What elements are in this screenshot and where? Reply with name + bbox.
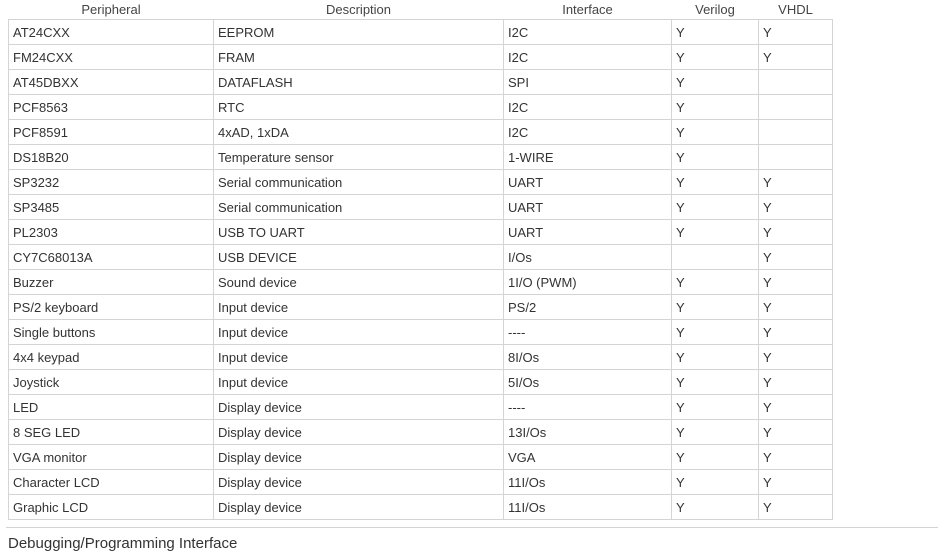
cell-description: 4xAD, 1xDA xyxy=(214,120,504,145)
cell-vhdl: Y xyxy=(759,270,833,295)
table-row xyxy=(9,445,833,470)
cell-verilog: Y xyxy=(672,220,759,245)
cell-peripheral: PL2303 xyxy=(9,220,214,245)
cell-interface: I2C xyxy=(504,120,672,145)
cell-verilog: Y xyxy=(672,445,759,470)
cell-description: Display device xyxy=(214,420,504,445)
cell-vhdl: Y xyxy=(759,220,833,245)
cell-description: Sound device xyxy=(214,270,504,295)
cell-verilog: Y xyxy=(672,295,759,320)
peripheral-table-container xyxy=(8,0,833,520)
table-row xyxy=(9,295,833,320)
cell-verilog: Y xyxy=(672,170,759,195)
cell-vhdl xyxy=(759,70,833,95)
cell-interface: 13I/Os xyxy=(504,420,672,445)
cell-vhdl: Y xyxy=(759,495,833,520)
cell-description: Input device xyxy=(214,295,504,320)
cell-vhdl: Y xyxy=(759,295,833,320)
header-row xyxy=(9,0,833,20)
cell-interface: ---- xyxy=(504,320,672,345)
cell-peripheral: CY7C68013A xyxy=(9,245,214,270)
cell-vhdl: Y xyxy=(759,170,833,195)
section-heading: Debugging/Programming Interface xyxy=(8,535,238,552)
cell-interface: 1-WIRE xyxy=(504,145,672,170)
table-row xyxy=(9,70,833,95)
table-row xyxy=(9,45,833,70)
cell-peripheral: Buzzer xyxy=(9,270,214,295)
cell-interface: UART xyxy=(504,170,672,195)
cell-vhdl: Y xyxy=(759,345,833,370)
cell-peripheral: Character LCD xyxy=(9,470,214,495)
cell-peripheral: FM24CXX xyxy=(9,45,214,70)
cell-interface: ---- xyxy=(504,395,672,420)
table-row xyxy=(9,395,833,420)
cell-description: USB TO UART xyxy=(214,220,504,245)
cell-peripheral: SP3485 xyxy=(9,195,214,220)
header-interface: Interface xyxy=(562,2,613,17)
cell-peripheral: PCF8563 xyxy=(9,95,214,120)
cell-peripheral: SP3232 xyxy=(9,170,214,195)
cell-verilog: Y xyxy=(672,420,759,445)
table-row xyxy=(9,170,833,195)
table-row xyxy=(9,270,833,295)
cell-verilog: Y xyxy=(672,270,759,295)
cell-verilog xyxy=(672,245,759,270)
table-body xyxy=(9,20,833,520)
header-peripheral: Peripheral xyxy=(81,2,141,17)
table-row xyxy=(9,120,833,145)
cell-interface: 8I/Os xyxy=(504,345,672,370)
cell-interface: 5I/Os xyxy=(504,370,672,395)
cell-peripheral: 8 SEG LED xyxy=(9,420,214,445)
cell-interface: PS/2 xyxy=(504,295,672,320)
cell-interface: I2C xyxy=(504,45,672,70)
cell-peripheral: LED xyxy=(9,395,214,420)
cell-interface: 11I/Os xyxy=(504,495,672,520)
cell-vhdl xyxy=(759,95,833,120)
cell-interface: SPI xyxy=(504,70,672,95)
cell-description: Serial communication xyxy=(214,195,504,220)
cell-interface: I/Os xyxy=(504,245,672,270)
table-row xyxy=(9,495,833,520)
cell-description: Input device xyxy=(214,320,504,345)
cell-vhdl: Y xyxy=(759,420,833,445)
cell-interface: I2C xyxy=(504,20,672,45)
cell-peripheral: VGA monitor xyxy=(9,445,214,470)
cell-peripheral: Graphic LCD xyxy=(9,495,214,520)
cell-description: Serial communication xyxy=(214,170,504,195)
cell-description: FRAM xyxy=(214,45,504,70)
cell-description: Display device xyxy=(214,445,504,470)
cell-verilog: Y xyxy=(672,195,759,220)
cell-vhdl: Y xyxy=(759,445,833,470)
table-row xyxy=(9,345,833,370)
header-vhdl: VHDL xyxy=(778,2,813,17)
cell-peripheral: AT24CXX xyxy=(9,20,214,45)
table-row xyxy=(9,95,833,120)
cell-verilog: Y xyxy=(672,395,759,420)
cell-verilog: Y xyxy=(672,145,759,170)
header-verilog: Verilog xyxy=(695,2,735,17)
cell-interface: UART xyxy=(504,220,672,245)
cell-interface: 11I/Os xyxy=(504,470,672,495)
cell-description: Display device xyxy=(214,395,504,420)
cell-verilog: Y xyxy=(672,70,759,95)
cell-verilog: Y xyxy=(672,20,759,45)
cell-peripheral: Single buttons xyxy=(9,320,214,345)
section-divider xyxy=(6,527,938,528)
cell-interface: 1I/O (PWM) xyxy=(504,270,672,295)
cell-description: Temperature sensor xyxy=(214,145,504,170)
cell-verilog: Y xyxy=(672,345,759,370)
cell-description: USB DEVICE xyxy=(214,245,504,270)
cell-vhdl: Y xyxy=(759,45,833,70)
cell-vhdl: Y xyxy=(759,195,833,220)
header-description: Description xyxy=(325,2,392,17)
cell-verilog: Y xyxy=(672,470,759,495)
cell-vhdl xyxy=(759,145,833,170)
table-row xyxy=(9,145,833,170)
table-row xyxy=(9,195,833,220)
cell-verilog: Y xyxy=(672,495,759,520)
cell-verilog: Y xyxy=(672,120,759,145)
cell-peripheral: PS/2 keyboard xyxy=(9,295,214,320)
table-row xyxy=(9,220,833,245)
cell-vhdl: Y xyxy=(759,20,833,45)
cell-peripheral: 4x4 keypad xyxy=(9,345,214,370)
cell-verilog: Y xyxy=(672,370,759,395)
cell-interface: VGA xyxy=(504,445,672,470)
cell-vhdl: Y xyxy=(759,470,833,495)
cell-vhdl: Y xyxy=(759,320,833,345)
cell-description: Input device xyxy=(214,345,504,370)
table-header xyxy=(9,0,833,20)
table-row xyxy=(9,245,833,270)
cell-verilog: Y xyxy=(672,45,759,70)
table-row xyxy=(9,20,833,45)
cell-description: Display device xyxy=(214,470,504,495)
table-row xyxy=(9,320,833,345)
cell-description: Input device xyxy=(214,370,504,395)
table-row xyxy=(9,370,833,395)
cell-peripheral: DS18B20 xyxy=(9,145,214,170)
cell-description: DATAFLASH xyxy=(214,70,504,95)
cell-vhdl: Y xyxy=(759,395,833,420)
cell-description: EEPROM xyxy=(214,20,504,45)
cell-vhdl: Y xyxy=(759,370,833,395)
cell-description: Display device xyxy=(214,495,504,520)
table-row xyxy=(9,420,833,445)
cell-peripheral: AT45DBXX xyxy=(9,70,214,95)
cell-interface: I2C xyxy=(504,95,672,120)
table-row xyxy=(9,470,833,495)
cell-verilog: Y xyxy=(672,95,759,120)
cell-verilog: Y xyxy=(672,320,759,345)
cell-description: RTC xyxy=(214,95,504,120)
cell-interface: UART xyxy=(504,195,672,220)
cell-peripheral: PCF8591 xyxy=(9,120,214,145)
cell-vhdl xyxy=(759,120,833,145)
cell-peripheral: Joystick xyxy=(9,370,214,395)
peripheral-support-table xyxy=(8,0,833,520)
cell-vhdl: Y xyxy=(759,245,833,270)
